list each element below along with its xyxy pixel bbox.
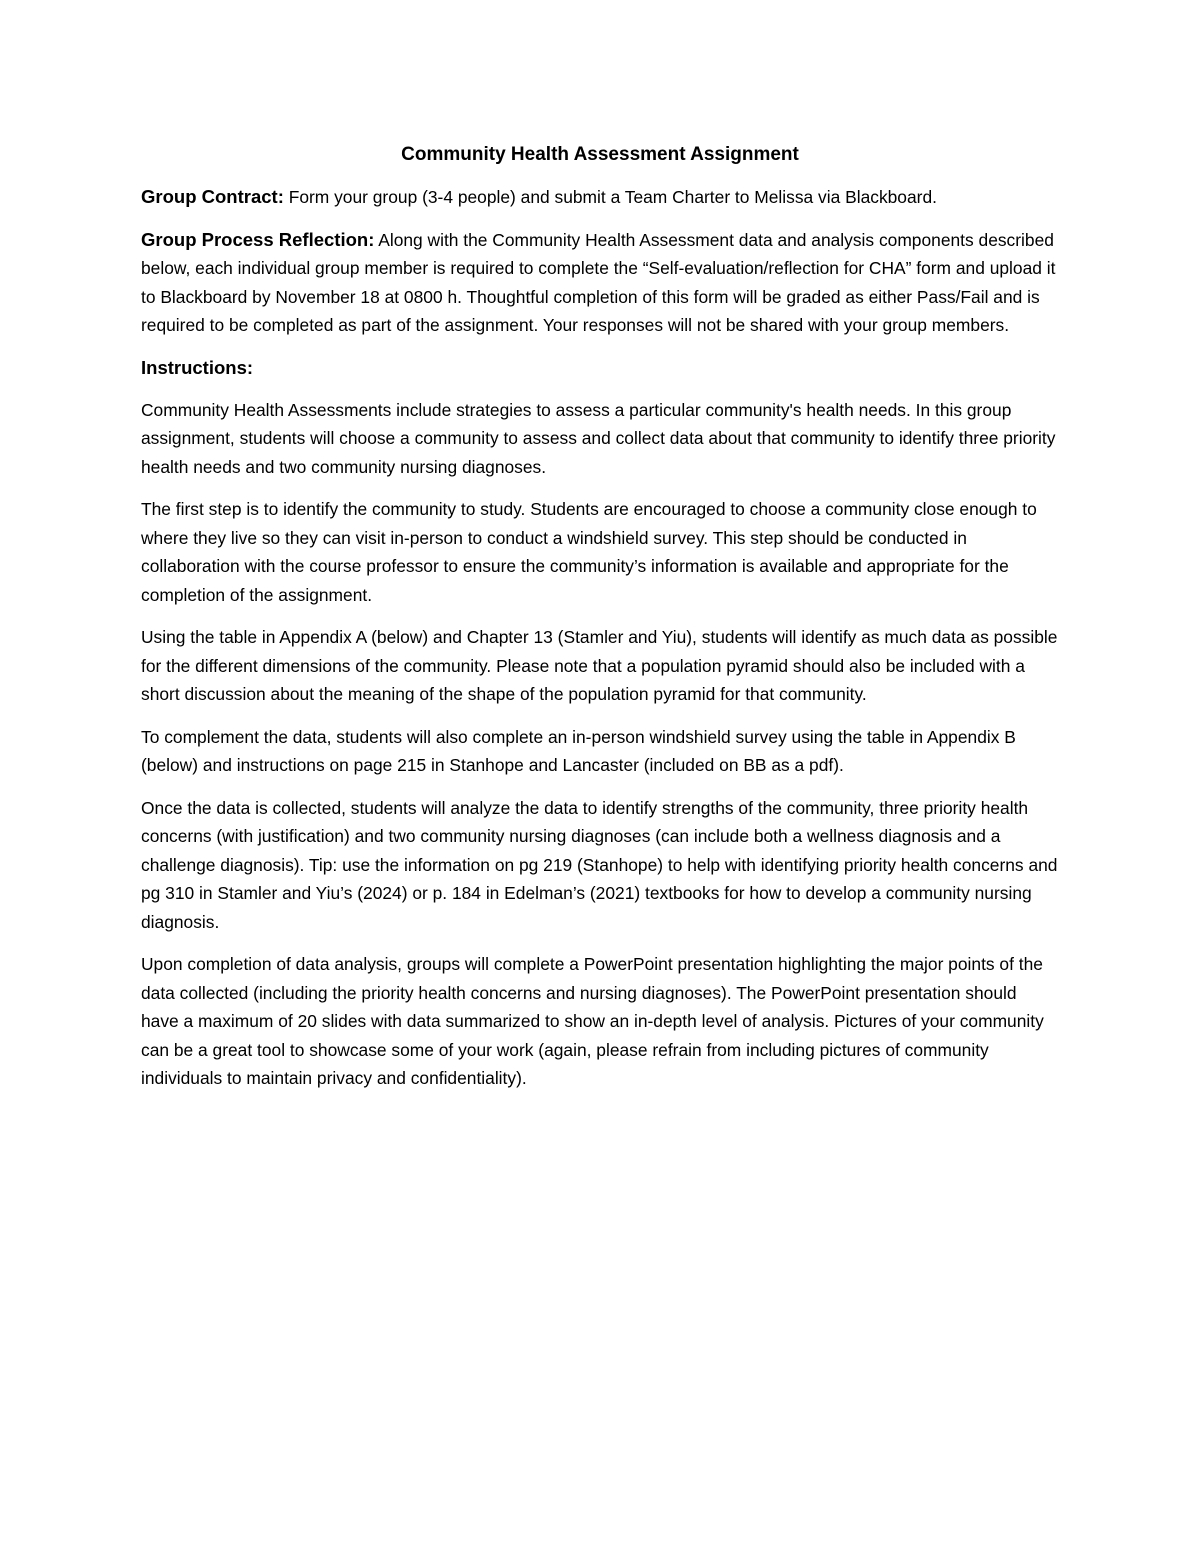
document-title: Community Health Assessment Assignment <box>401 144 799 165</box>
instructions-paragraph: To complement the data, students will also complete an in-person windshield survey using the table in Appendix B (below) and instructions on page 215 in Stanhope and Lancaster (included on BB as a pdf). <box>141 726 1016 775</box>
group-process-reflection-label: Group Process Reflection: <box>141 228 375 250</box>
instructions-paragraph: Community Health Assessments include strategies to assess a particular community's health needs. In this group assignment, students will choose a community to assess and collect data about that community to identify three priority health needs and two community nursing diagnoses. <box>141 399 1056 477</box>
group-process-reflection-paragraph <box>141 226 1059 340</box>
group-contract-label: Group Contract: <box>141 186 284 207</box>
instructions-paragraph: Upon completion of data analysis, groups will complete a PowerPoint presentation highlighting the major points of the data collected (including the priority health concerns and nursing diagnoses). The PowerPoint presentation should have a maximum of 20 slides with data summarized to show an in-depth level of analysis. Pictures of your community can be a great tool to showcase some of your work (again, please refrain from including pictures of community individuals to maintain privacy and confidentiality). <box>141 954 1044 1088</box>
document-page <box>141 141 1059 1107</box>
instructions-paragraph: Once the data is collected, students will analyze the data to identify strengths of the community, three priority health concerns (with justification) and two community nursing diagnoses (can include both a wellness diagnosis and a challenge diagnosis). Tip: use the information on pg 219 (Stanhope) to help with identifying priority health concerns and pg 310 in Stamler and Yiu’s (2024) or p. 184 in Edelman’s (2021) textbooks for how to develop a community nursing diagnosis. <box>141 797 1058 932</box>
instructions-paragraph: Using the table in Appendix A (below) and Chapter 13 (Stamler and Yiu), students will identify as much data as possible for the different dimensions of the community. Please note that a population pyramid should also be included with a short discussion about the meaning of the shape of the population pyramid for that community. <box>141 627 1058 704</box>
group-contract-text: Form your group (3-4 people) and submit a Team Charter to Melissa via Blackboard. <box>283 187 937 207</box>
group-contract-paragraph <box>141 183 1059 212</box>
group-process-reflection-text: Along with the Community Health Assessment data and analysis components described below, each individual group member is required to complete the “Self-evaluation/reflection for CHA” form and upload it to Blackboard by November 18 at 0800 h. Thoughtful completion of this form will be graded as either Pass/Fail and is required to be completed as part of the assignment. Your responses will not be shared with your group members. <box>141 229 1056 335</box>
instructions-heading: Instructions: <box>141 356 254 378</box>
instructions-paragraph: The first step is to identify the community to study. Students are encouraged to choose a community close enough to where they live so they can visit in-person to conduct a windshield survey. This step should be conducted in collaboration with the course professor to ensure the community’s information is available and appropriate for the completion of the assignment. <box>141 499 1037 605</box>
